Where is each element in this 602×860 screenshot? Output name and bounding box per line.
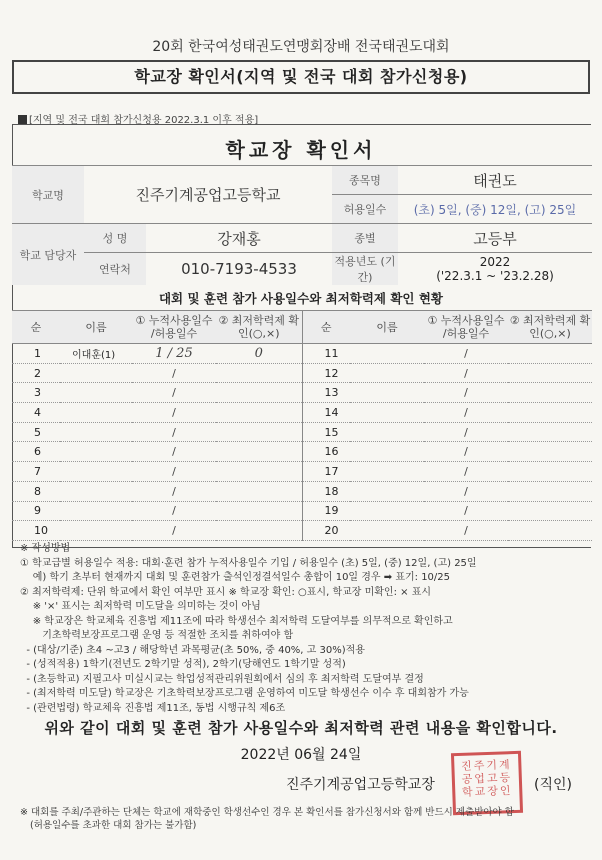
instruction-line: - (최저학력 미도달) 학교장은 기초학력보장프로그램 운영하여 미도달 학생선수 이수 후 대회참가 가능	[20, 688, 469, 699]
instruction-line: ② 최저학력제: 단위 학교에서 확인 여부만 표시 ※ 학교장 확인: ○표시, 학교장 미확인: × 표시	[20, 586, 432, 598]
days-used: /	[132, 501, 216, 521]
instruction-line: - (대상/기준) 초4 ~고3 / 해당학년 과목평균(초 50%, 중 40%, 고 30%)적용	[20, 644, 365, 656]
row-number: 16	[302, 442, 350, 462]
academic-check	[216, 363, 302, 383]
table-row	[12, 422, 592, 442]
banner-title: 학교장 확인서(지역 및 전국 대회 참가신청용)	[12, 60, 590, 94]
contact-value: 010-7193-4533	[146, 253, 332, 286]
row-number: 2	[12, 363, 60, 383]
row-number: 13	[302, 383, 350, 403]
instruction-line: ※ 학교장은 학교체육 진흥법 제11조에 따라 학생선수 최저학력 도달여부를 의무적으로 확인하고	[20, 615, 453, 627]
row-number: 6	[12, 442, 60, 462]
days-used: /	[132, 403, 216, 423]
section-title: 대회 및 훈련 참가 사용일수와 최저학력제 확인 현황	[158, 291, 444, 306]
academic-check	[508, 521, 592, 541]
days-used: /	[132, 363, 216, 383]
table-row	[12, 501, 592, 521]
days-used: /	[424, 462, 508, 482]
table-row	[12, 383, 592, 403]
apply-year-label: 적용년도 (기간)	[332, 253, 398, 286]
days-used: /	[132, 383, 216, 403]
athlete-name	[60, 501, 132, 521]
athlete-name	[350, 481, 424, 501]
contact-label: 연락처	[84, 253, 146, 286]
academic-check: 0	[216, 344, 302, 364]
allowed-days-value: (초) 5일, (중) 12일, (고) 25일	[398, 195, 592, 224]
event-title: 20회 한국여성태권도연맹회장배 전국태권도대회	[152, 39, 450, 55]
instruction-line: - (관련법령) 학교체육 진흥법 제11조, 동법 시행규칙 제6조	[20, 702, 286, 714]
athlete-name	[350, 344, 424, 364]
days-used: /	[424, 481, 508, 501]
header-academic: ② 최저학력제 확인(○,×)	[508, 311, 592, 344]
athlete-name	[60, 481, 132, 501]
apply-period-value: ('22.3.1 ~ '23.2.28)	[436, 269, 554, 283]
academic-check	[508, 383, 592, 403]
row-number: 5	[12, 422, 60, 442]
athlete-name	[60, 403, 132, 423]
days-used: /	[424, 344, 508, 364]
subnote-text: [지역 및 전국 대회 참가신청용 2022.3.1 이후 적용]	[29, 115, 259, 126]
table-row	[12, 462, 592, 482]
athlete-name	[60, 442, 132, 462]
days-used: 1 / 25	[132, 344, 216, 364]
info-table	[12, 165, 592, 285]
manager-name: 강재홍	[146, 224, 332, 253]
manager-label: 학교 담당자	[12, 224, 84, 286]
instruction-line: ※ 작성방법	[20, 543, 71, 554]
instructions	[20, 542, 590, 716]
row-number: 8	[12, 481, 60, 501]
header-no: 순	[302, 311, 350, 344]
event-label: 종목명	[332, 166, 398, 195]
academic-check	[216, 422, 302, 442]
instruction-line: 기초학력보장프로그램 운영 등 적절한 조치를 취하여야 함	[20, 630, 294, 641]
academic-check	[216, 481, 302, 501]
days-used: /	[132, 481, 216, 501]
header-academic: ② 최저학력제 확인(○,×)	[216, 311, 302, 344]
category-value: 고등부	[398, 224, 592, 253]
athlete-name	[350, 383, 424, 403]
table-row	[12, 344, 592, 364]
square-bullet-icon	[18, 115, 27, 124]
athlete-name	[350, 363, 424, 383]
athlete-name	[350, 442, 424, 462]
row-number: 18	[302, 481, 350, 501]
days-used: /	[132, 422, 216, 442]
athlete-name	[60, 363, 132, 383]
row-number: 20	[302, 521, 350, 541]
table-row	[12, 403, 592, 423]
academic-check	[508, 363, 592, 383]
athlete-name	[60, 462, 132, 482]
row-number: 4	[12, 403, 60, 423]
header-days: ① 누적사용일수 /허용일수	[132, 311, 216, 344]
header-name: 이름	[60, 311, 132, 344]
allowed-days-label: 허용일수	[332, 195, 398, 224]
days-used: /	[424, 363, 508, 383]
row-number: 11	[302, 344, 350, 364]
confirmation-statement: 위와 같이 대회 및 훈련 참가 사용일수와 최저학력 관련 내용을 확인합니다.	[44, 719, 558, 737]
footnote	[20, 806, 590, 832]
row-number: 9	[12, 501, 60, 521]
signature-date: 2022년 06월 24일	[240, 747, 362, 763]
athlete-name	[60, 422, 132, 442]
academic-check	[508, 442, 592, 462]
header-name: 이름	[350, 311, 424, 344]
records-table	[12, 310, 592, 541]
category-label: 종별	[332, 224, 398, 253]
row-number: 17	[302, 462, 350, 482]
academic-check	[216, 403, 302, 423]
school-signature: 진주기계공업고등학교장	[286, 777, 435, 793]
academic-check	[216, 521, 302, 541]
academic-check	[216, 383, 302, 403]
athlete-name	[350, 501, 424, 521]
days-used: /	[132, 462, 216, 482]
footnote-line-1: ※ 대회를 주최/주관하는 단체는 학교에 재학중인 학생선수인 경우 본 확인서를 참가신청서와 함께 반드시 제출받아야 함	[20, 807, 514, 818]
records-header	[12, 311, 592, 344]
table-row	[12, 363, 592, 383]
academic-check	[508, 462, 592, 482]
days-used: /	[424, 422, 508, 442]
row-number: 14	[302, 403, 350, 423]
table-row	[12, 521, 592, 541]
athlete-name	[60, 521, 132, 541]
table-row	[12, 442, 592, 462]
row-number: 12	[302, 363, 350, 383]
instruction-line: - (성적적용) 1학기(전년도 2학기말 성적), 2학기(당해연도 1학기말 성적)	[20, 659, 346, 670]
header-days: ① 누적사용일수 /허용일수	[424, 311, 508, 344]
days-used: /	[424, 442, 508, 462]
athlete-name	[350, 403, 424, 423]
table-row	[12, 481, 592, 501]
apply-year-value: 2022	[479, 255, 511, 269]
academic-check	[216, 501, 302, 521]
apply-year-cell	[398, 253, 592, 286]
document-title: 학교장 확인서	[225, 138, 377, 162]
days-used: /	[424, 383, 508, 403]
days-used: /	[132, 442, 216, 462]
academic-check	[216, 442, 302, 462]
days-used: /	[424, 521, 508, 541]
academic-check	[508, 422, 592, 442]
instruction-line: ① 학교급별 허용일수 적용: 대회·훈련 참가 누적사용일수 기입 / 허용일수 (초) 5일, (중) 12일, (고) 25일	[20, 557, 477, 569]
row-number: 19	[302, 501, 350, 521]
name-label: 성 명	[84, 224, 146, 253]
instruction-line: - (초등학교) 지필고사 미실시교는 학업성적관리위원회에서 심의 후 최저학력 도달여부 결정	[20, 673, 424, 685]
academic-check	[508, 344, 592, 364]
academic-check	[508, 501, 592, 521]
school-label: 학교명	[12, 166, 84, 224]
instruction-line: 예) 학기 초부터 현재까지 대회 및 훈련참가 출석인정결석일수 총합이 10일 경우 ➡ 표기: 10/25	[20, 572, 451, 583]
athlete-name	[350, 462, 424, 482]
seal-label: (직인)	[534, 777, 572, 793]
row-number: 7	[12, 462, 60, 482]
days-used: /	[424, 403, 508, 423]
academic-check	[508, 403, 592, 423]
academic-check	[216, 462, 302, 482]
athlete-name	[350, 521, 424, 541]
academic-check	[508, 481, 592, 501]
row-number: 15	[302, 422, 350, 442]
school-name: 진주기계공업고등학교	[84, 166, 332, 224]
footnote-line-2: (허용일수를 초과한 대회 참가는 불가함)	[30, 820, 197, 831]
row-number: 3	[12, 383, 60, 403]
athlete-name	[350, 422, 424, 442]
event-value: 태권도	[398, 166, 592, 195]
row-number: 10	[12, 521, 60, 541]
days-used: /	[132, 521, 216, 541]
athlete-name: 이대훈(1)	[60, 344, 132, 364]
days-used: /	[424, 501, 508, 521]
athlete-name	[60, 383, 132, 403]
row-number: 1	[12, 344, 60, 364]
header-no: 순	[12, 311, 60, 344]
official-seal: 진주기계 공업고등 학교장인	[451, 751, 523, 815]
instruction-line: ※ '×' 표시는 최저학력 미도달을 의미하는 것이 아님	[20, 601, 261, 612]
